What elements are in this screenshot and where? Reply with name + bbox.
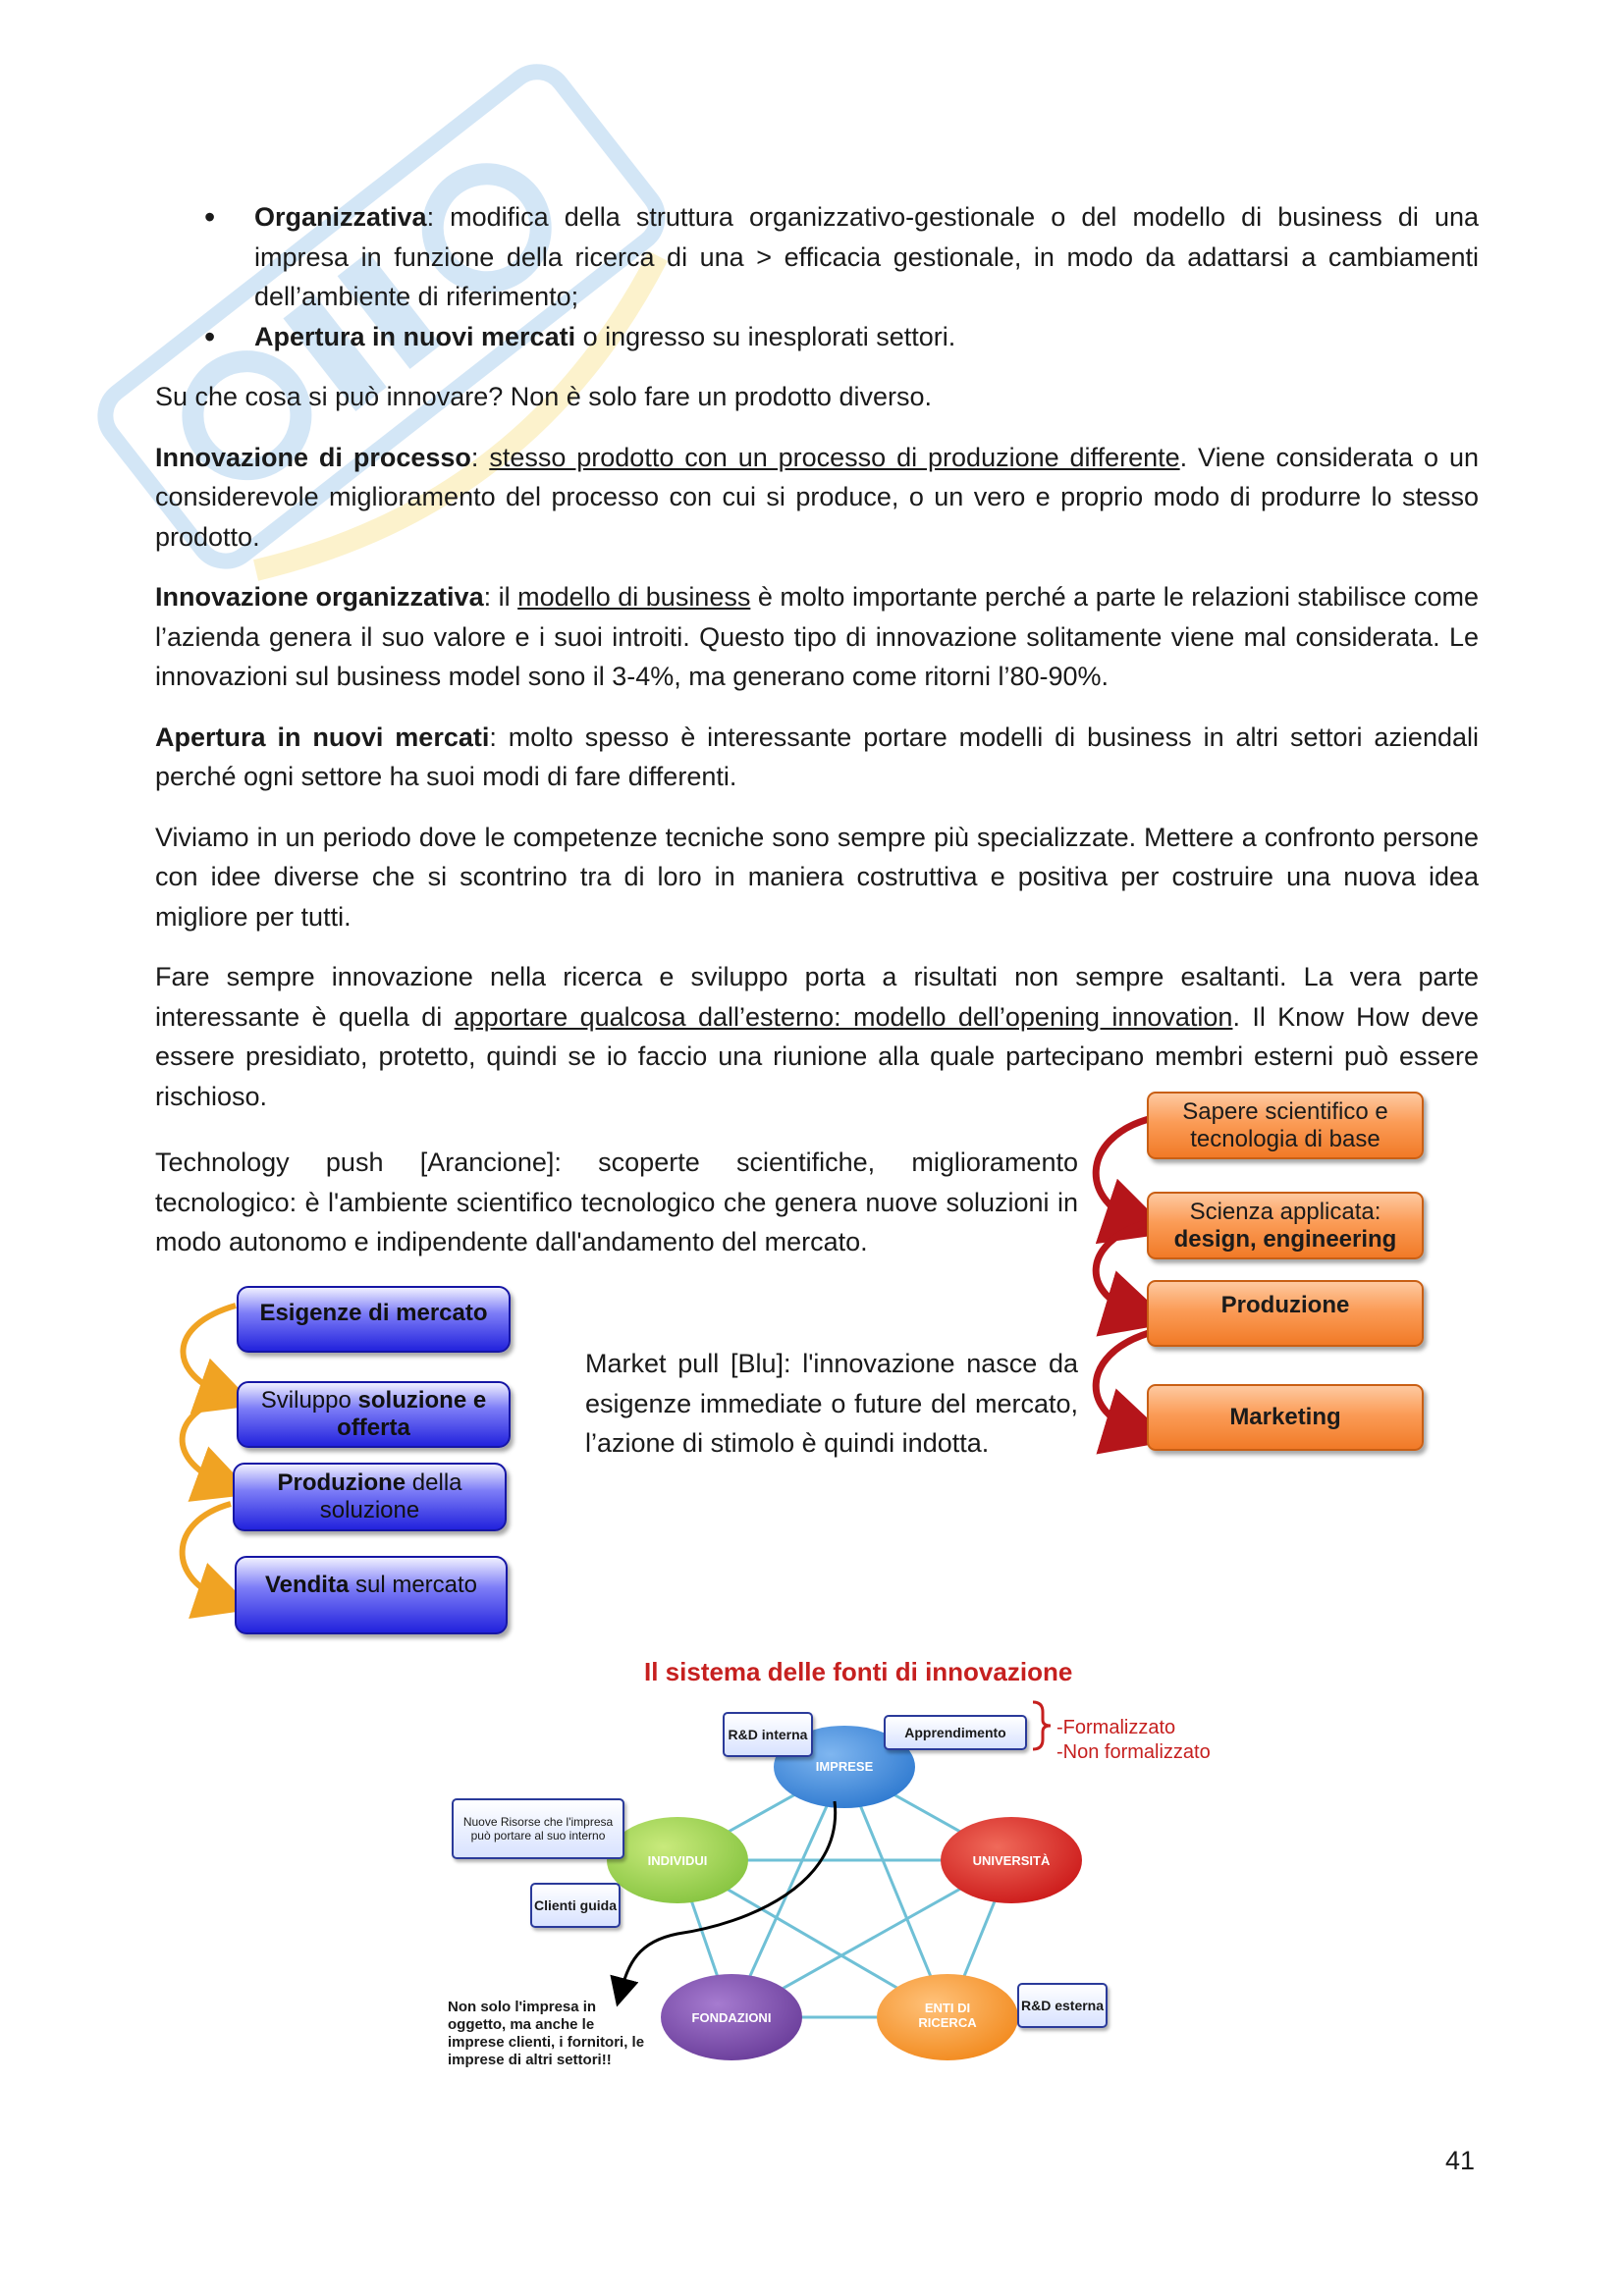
box-line: tecnologia di base — [1190, 1125, 1380, 1152]
brace — [1033, 1702, 1051, 1749]
blue-arrow-3 — [183, 1504, 231, 1600]
blue-box-esigenze — [237, 1286, 511, 1353]
bullet-organizzativa — [155, 197, 1479, 317]
blue-box-vendita — [235, 1556, 508, 1634]
ricerca-text: . Il Know How deve essere presidiato, protetto, quindi se io faccio una riunione alla quale partecipano membri esterni può essere rischioso. — [155, 1001, 1479, 1111]
box-line: Produzione — [277, 1469, 406, 1496]
box-line: Produzione — [1220, 1292, 1350, 1318]
ricerca-underlined: apportare qualcosa dall’esterno: modello dell’opening innovation — [454, 1001, 1233, 1032]
diagram-note: Non solo l'impresa in oggetto, ma anche le imprese clienti, i fornitori, le imprese di altri settori!! — [448, 1999, 645, 2068]
box-line: Scienza applicata: — [1189, 1198, 1381, 1225]
box-line: Sviluppo — [260, 1387, 358, 1414]
orange-box-sapere — [1147, 1092, 1424, 1159]
bullet-list — [155, 197, 1479, 356]
technology-push-text: Technology push [Arancione]: scoperte scientifiche, miglioramento tecnologico: è l'ambiente scientifico tecnologico che genera nuove soluzioni in modo autonomo e indipendente dall'andamento del mercato. — [155, 1148, 1078, 1256]
processo-underlined: stesso prodotto con un processo di produzione differente — [489, 442, 1180, 472]
blue-box-produzione — [233, 1463, 507, 1531]
competenze-paragraph: Viviamo in un periodo dove le competenze tecniche sono sempre più specializzate. Mettere a confronto persone con idee diverse che si scontrino tra di loro in maniera costruttiva e positiva per costruire una nuova idea migliore per tutti. — [155, 822, 1479, 932]
bullet-text: : modifica della struttura organizzativo-gestionale o del modello di business di una impresa in funzione della ricerca di una > efficacia gestionale, in modo da adattarsi a cambiamenti dell’ambiente di riferimento; — [254, 202, 1479, 311]
brace-formalizzato: -Formalizzato — [1056, 1717, 1176, 1738]
box-line: Esigenze di mercato — [259, 1300, 488, 1326]
node-label-universita: UNIVERSITÀ — [972, 1853, 1051, 1868]
node-label-enti: ENTI DI RICERCA — [918, 2001, 977, 2030]
mercati-term: Apertura in nuovi mercati — [155, 721, 490, 752]
tag-apprendimento: Apprendimento — [884, 1715, 1027, 1750]
mercati-text: : molto spesso è interessante portare modelli di business in altri settori aziendali perché ogni settore ha suoi modi di fare differenti. — [155, 721, 1479, 791]
mercati-paragraph — [155, 718, 1479, 797]
organizzativa-underlined: modello di business — [517, 582, 751, 612]
organizzativa-text: è molto importante perché a parte le relazioni stabilisce come l’azienda genera il suo valore e i suoi introiti. Questo tipo di innovazione solitamente viene mal considerata. Le innovazioni sul business model sono il 3-4%, ma generano come ritorni l’80-90%. — [155, 582, 1479, 691]
tag-rd-interna: R&D interna — [723, 1712, 813, 1757]
blue-arrow-1 — [183, 1306, 236, 1396]
box-line: Sapere scientifico e — [1182, 1097, 1388, 1125]
box-line: design, engineering — [1173, 1225, 1397, 1253]
node-label-fondazioni: FONDAZIONI — [691, 2010, 772, 2025]
box-line: Vendita — [264, 1572, 350, 1598]
node-label-individui: INDIVIDUI — [647, 1853, 708, 1868]
processo-term: Innovazione di processo — [155, 442, 471, 472]
bullet-apertura — [155, 317, 1479, 357]
brace-non-formalizzato: -Non formalizzato — [1056, 1741, 1211, 1763]
tag-clienti-guida: Clienti guida — [530, 1883, 621, 1928]
organizzativa-term: Innovazione organizzativa — [155, 582, 484, 612]
processo-text: . Viene considerata o un considerevole miglioramento del processo con cui si produce, o un vero e proprio modo di produrre lo stesso prodotto. — [155, 442, 1479, 552]
page-number: 41 — [1445, 2146, 1476, 2175]
main-text — [155, 197, 1479, 1137]
intro-paragraph: Su che cosa si può innovare? Non è solo fare un prodotto diverso. — [155, 382, 932, 411]
bullet-term: Apertura in nuovi mercati — [254, 321, 576, 351]
processo-sep: : — [470, 442, 490, 472]
technology-push-paragraph — [155, 1143, 1078, 1262]
blue-box-sviluppo — [237, 1381, 511, 1448]
ricerca-pre: Fare sempre innovazione nella ricerca e sviluppo porta a risultati non sempre esaltanti. La vera parte interessante è quella di — [155, 962, 1479, 1032]
tag-nuove-risorse: Nuove Risorse che l'impresa può portare al suo interno — [452, 1798, 624, 1859]
tag-rd-esterna: R&D esterna — [1017, 1983, 1108, 2028]
orange-box-produzione — [1147, 1280, 1424, 1347]
orange-box-scienza — [1147, 1192, 1424, 1259]
orange-arrow-3 — [1096, 1333, 1149, 1431]
box-line: Marketing — [1229, 1404, 1341, 1430]
fonti-title: Il sistema delle fonti di innovazione — [644, 1657, 1073, 1686]
box-line: soluzione e offerta — [337, 1387, 487, 1441]
organizzativa-paragraph — [155, 577, 1479, 697]
organizzativa-pre: : il — [483, 582, 518, 612]
blue-arrow-2 — [183, 1396, 231, 1484]
node-label-imprese: IMPRESE — [815, 1759, 874, 1774]
orange-arrow-2 — [1096, 1222, 1149, 1313]
box-line: sul mercato — [349, 1572, 478, 1598]
market-pull-text: Market pull [Blu]: l'innovazione nasce da esigenze immediate o future del mercato, l’azione di stimolo è quindi indotta. — [585, 1349, 1078, 1458]
market-pull-paragraph — [585, 1344, 1078, 1464]
box-line: della soluzione — [319, 1469, 462, 1523]
bullet-text: o ingresso su inesplorati settori. — [575, 321, 956, 351]
bullet-term: Organizzativa — [254, 202, 427, 232]
orange-box-marketing — [1147, 1384, 1424, 1451]
processo-paragraph — [155, 438, 1479, 558]
